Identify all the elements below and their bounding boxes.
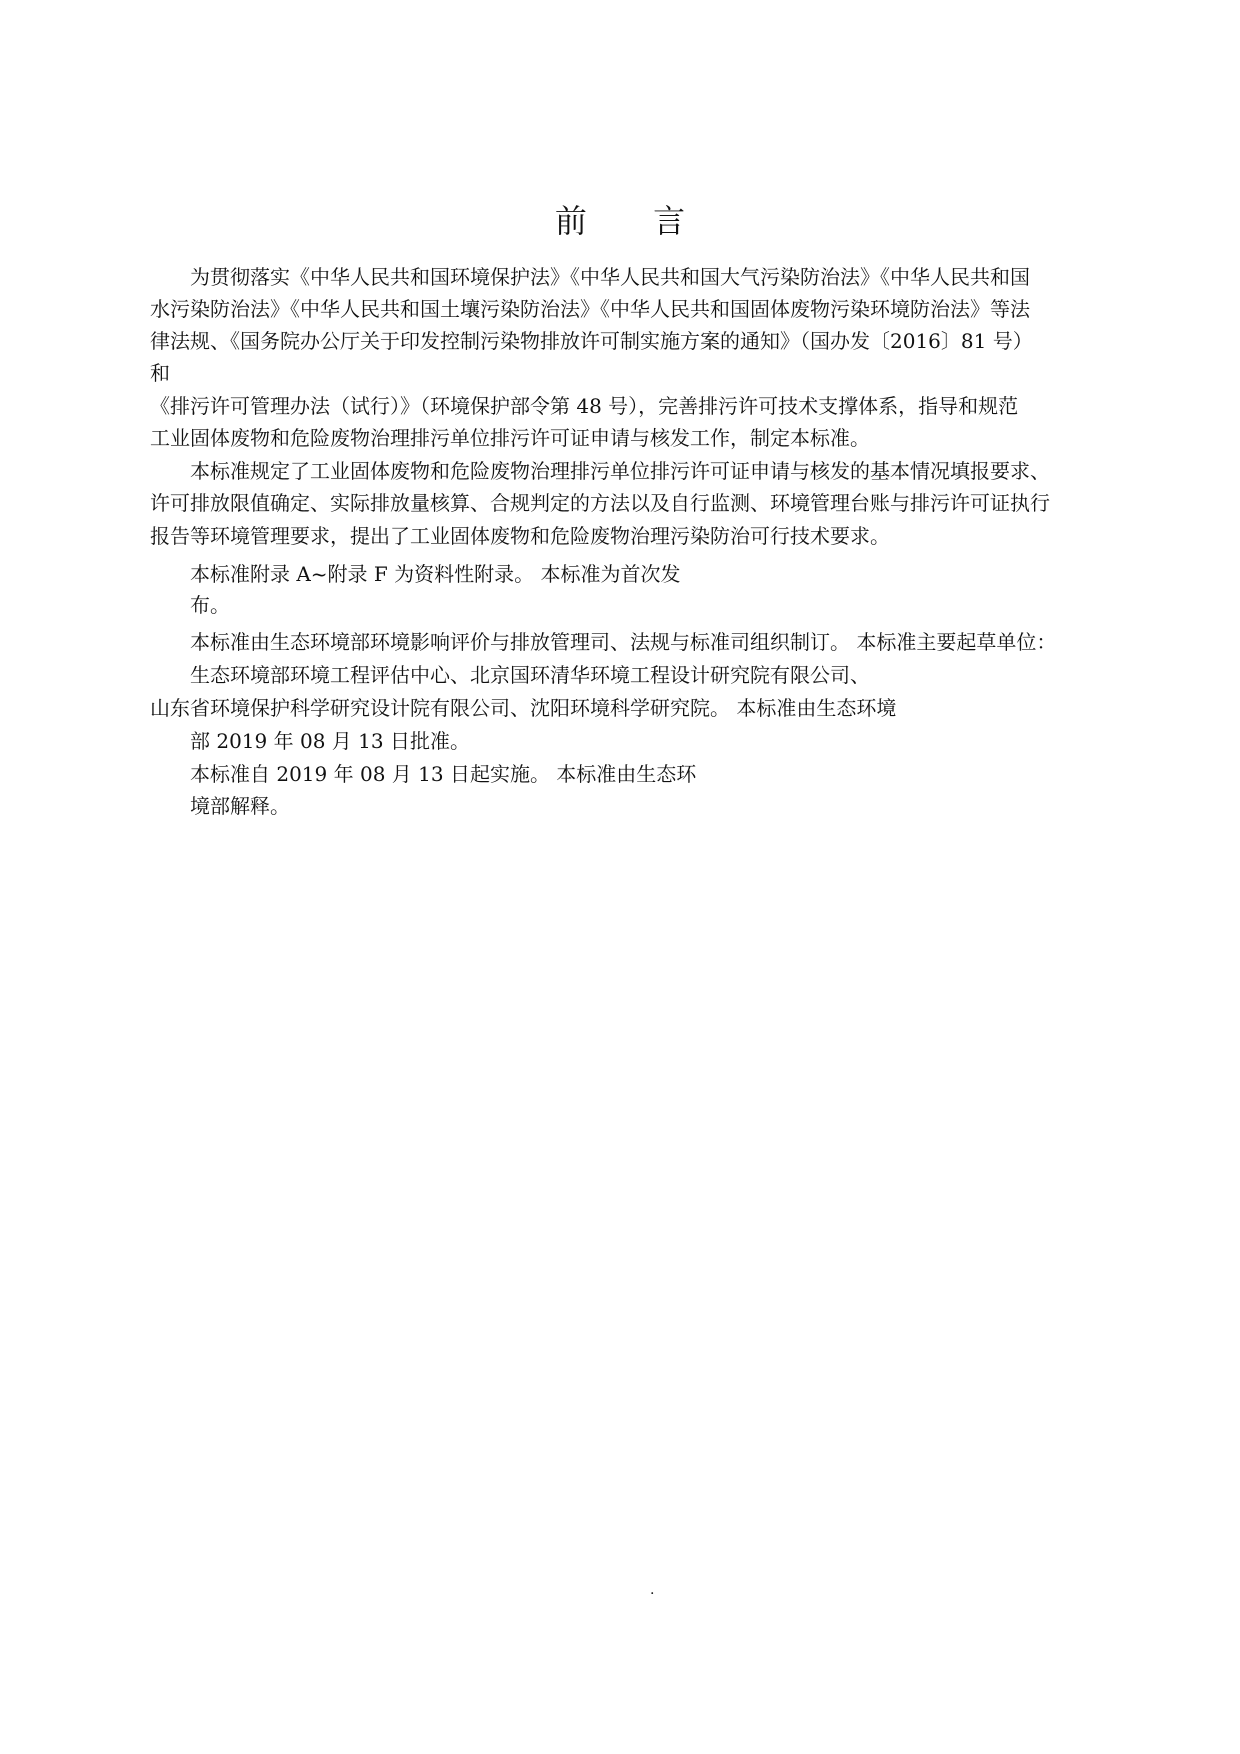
line-text: 和 [150, 361, 170, 385]
paragraph-line [150, 693, 896, 723]
line-text: 为贯彻落实《中华人民共和国环境保护法》《中华人民共和国大气污染防治法》《中华人民共和国 [190, 265, 1030, 289]
paragraph-line [150, 521, 890, 551]
paragraph-line [190, 791, 290, 821]
paragraph-line [190, 559, 681, 589]
paragraph-line [150, 294, 1115, 324]
line-text: 许可排放限值确定、实际排放量核算、合规判定的方法以及自行监测、环境管理台账与排污许可证执行 [150, 491, 1050, 515]
paragraph-line [150, 423, 870, 453]
paragraph-line [150, 488, 1050, 518]
paragraph-line [150, 358, 170, 388]
paragraph-line [190, 456, 1050, 486]
line-text: 报告等环境管理要求，提出了工业固体废物和危险废物治理污染防治可行技术要求。 [150, 524, 890, 548]
line-text: 本标准由生态环境部环境影响评价与排放管理司、法规与标准司组织制订。 本标准主要起草单位： [190, 630, 1057, 654]
line-text: 部 2019 年 08 月 13 日批准。 [190, 729, 470, 753]
line-text: 《排污许可管理办法（试行）》（环境保护部令第 48 号），完善排污许可技术支撑体系，指导和规范 [150, 394, 1019, 418]
paragraph-line [190, 262, 1115, 292]
line-text: 工业固体废物和危险废物治理排污单位排污许可证申请与核发工作，制定本标准。 [150, 426, 870, 450]
line-text: 水污染防治法》《中华人民共和国土壤污染防治法》《中华人民共和国固体废物污染环境防治法》等法 [150, 297, 1030, 321]
paragraph-line [150, 326, 1115, 356]
page-title: 前 言 [554, 202, 714, 240]
paragraph-line [190, 759, 696, 789]
paragraph-line [190, 660, 870, 690]
line-text: 布。 [190, 593, 230, 617]
line-text: 本标准自 2019 年 08 月 13 日起实施。 本标准由生态环 [190, 762, 697, 786]
line-text: 本标准规定了工业固体废物和危险废物治理排污单位排污许可证申请与核发的基本情况填报要求、 [190, 459, 1050, 483]
line-text: 山东省环境保护科学研究设计院有限公司、沈阳环境科学研究院。 本标准由生态环境 [150, 696, 897, 720]
paragraph-line [190, 726, 470, 756]
paragraph-line [150, 391, 1115, 421]
line-text: 境部解释。 [190, 794, 290, 818]
paragraph-line [190, 590, 230, 620]
line-text: 律法规、《国务院办公厅关于印发控制污染物排放许可制实施方案的通知》（国办发〔2016〕81 号） [150, 329, 1033, 353]
footer-mark: . [650, 1582, 655, 1598]
line-text: 本标准附录 A~附录 F 为资料性附录。 本标准为首次发 [190, 562, 681, 586]
paragraph-line [190, 627, 1056, 657]
line-text: 生态环境部环境工程评估中心、北京国环清华环境工程设计研究院有限公司、 [190, 663, 870, 687]
